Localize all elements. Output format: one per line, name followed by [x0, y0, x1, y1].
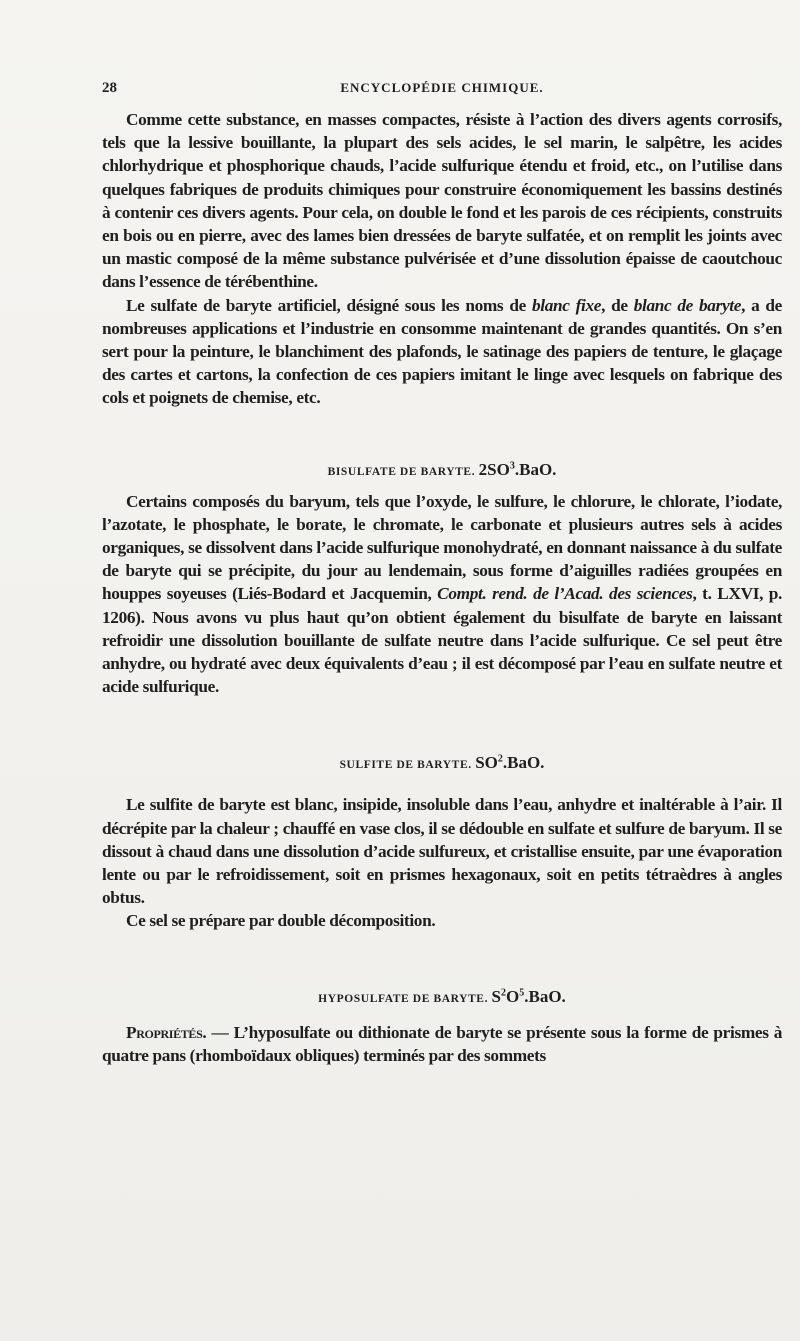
- paragraph-bisulfate: Certains composés du baryum, tels que l’oxyde, le sulfure, le chlorure, le chlorate, l’iodate, l’azotate, le phosphate, le borate, le chromate, le carbonate et plusieurs autres sels à acides organiques, se dissolvent dans l’acide sulfurique monohydraté, en donnant naissance à du sulfate de baryte qui se précipite, du jour au lendemain, sous forme d’aiguilles radiées groupées en houppes soyeuses (Liés-Bodard et Jacquemin, Compt. rend. de l’Acad. des sciences, t. LXVI, p. 1206). Nous avons vu plus haut qu’on obtient également du bisulfate de baryte en laissant refroidir une dissolution bouillante de sulfate neutre dans l’acide sulfurique. Ce sel peut être anhydre, ou hydraté avec deux équivalents d’eau ; il est décomposé par l’eau en sulfate neutre et acide sulfurique.: [102, 491, 782, 697]
- body-text: [102, 108, 782, 1067]
- page-number: 28: [102, 80, 117, 96]
- paragraph-sulfite: Le sulfite de baryte est blanc, insipide, insoluble dans l’eau, anhydre et inaltérable à l’air. Il décrépite par la chaleur ; chauffé en vase clos, il se dédouble en sulfate et sulfure de baryum. Il se dissout à chaud dans une dissolution d’acide sulfureux, et cristallise ensuite, par une évaporation lente ou par le refroidissement, soit en prismes hexagonaux, soit en petits tétraèdres à angles obtus.: [102, 795, 782, 908]
- paragraph-preparation: Ce sel se prépare par double décomposition.: [126, 911, 436, 931]
- paragraph-properties: Propriétés. — L’hyposulfate ou dithionate de baryte se présente sous la forme de prismes à quatre pans (rhomboïdaux obliques) terminés par des sommets: [102, 1022, 782, 1065]
- formula-sulfite: $SO^2.BaO$.: [475, 753, 545, 773]
- paragraph-usage-masses: Comme cette substance, en masses compactes, résiste à l’action des divers agents corrosifs, tels que la lessive bouillante, la plupart des sels acides, le sel marin, le salpêtre, les acides chlorhydrique et phosphorique chauds, l’acide sulfurique étendu et froid, etc., on l’utilise dans quelques fabriques de produits chimiques pour construire économiquement les bassins destinés à contenir ces divers agents. Pour cela, on double le fond et les parois de ces récipients, construits en bois ou en pierre, avec des lames bien dressées de baryte sulfatée, et on remplit les joints avec un mastic composé de la même substance pulvérisée et d’une dissolution épaisse de caoutchouc dans l’essence de térébenthine.: [102, 110, 782, 292]
- formula-hyposulfate: $S^2O^5.BaO$.: [491, 986, 566, 1006]
- term-blanc-de-baryte: blanc de baryte: [633, 295, 742, 315]
- heading-hyposulfate: HYPOSULFATE DE BARYTE. $S^2O^5.BaO$.: [318, 986, 566, 1006]
- heading-bisulfate: BISULFATE DE BARYTE. $2SO^3.BaO$.: [327, 459, 557, 479]
- running-header: [102, 80, 782, 100]
- formula-bisulfate: $2SO^3.BaO$.: [478, 459, 557, 479]
- paragraph-artificial-sulfate: Le sulfate de baryte artificiel, désigné sous les noms de blanc fixe, de blanc de baryte, a de nombreuses applications et l’industrie en consomme maintenant de grandes quantités. On s’en sert pour la peinture, le blanchiment des plafonds, le satinage des papiers de tenture, le glaçage des cartes et cartons, la confection de ces papiers imitant le linge avec lesquels on fabrique des cols et poignets de chemise, etc.: [102, 295, 782, 408]
- citation-comptes-rendus: Compt. rend. de l’Acad. des sciences: [437, 584, 693, 604]
- label-proprietes: Propriétés.: [126, 1022, 207, 1042]
- heading-sulfite: SULFITE DE BARYTE. $SO^2.BaO$.: [339, 753, 545, 773]
- running-title: ENCYCLOPÉDIE CHIMIQUE.: [340, 80, 544, 95]
- term-blanc-fixe: blanc fixe: [531, 295, 602, 315]
